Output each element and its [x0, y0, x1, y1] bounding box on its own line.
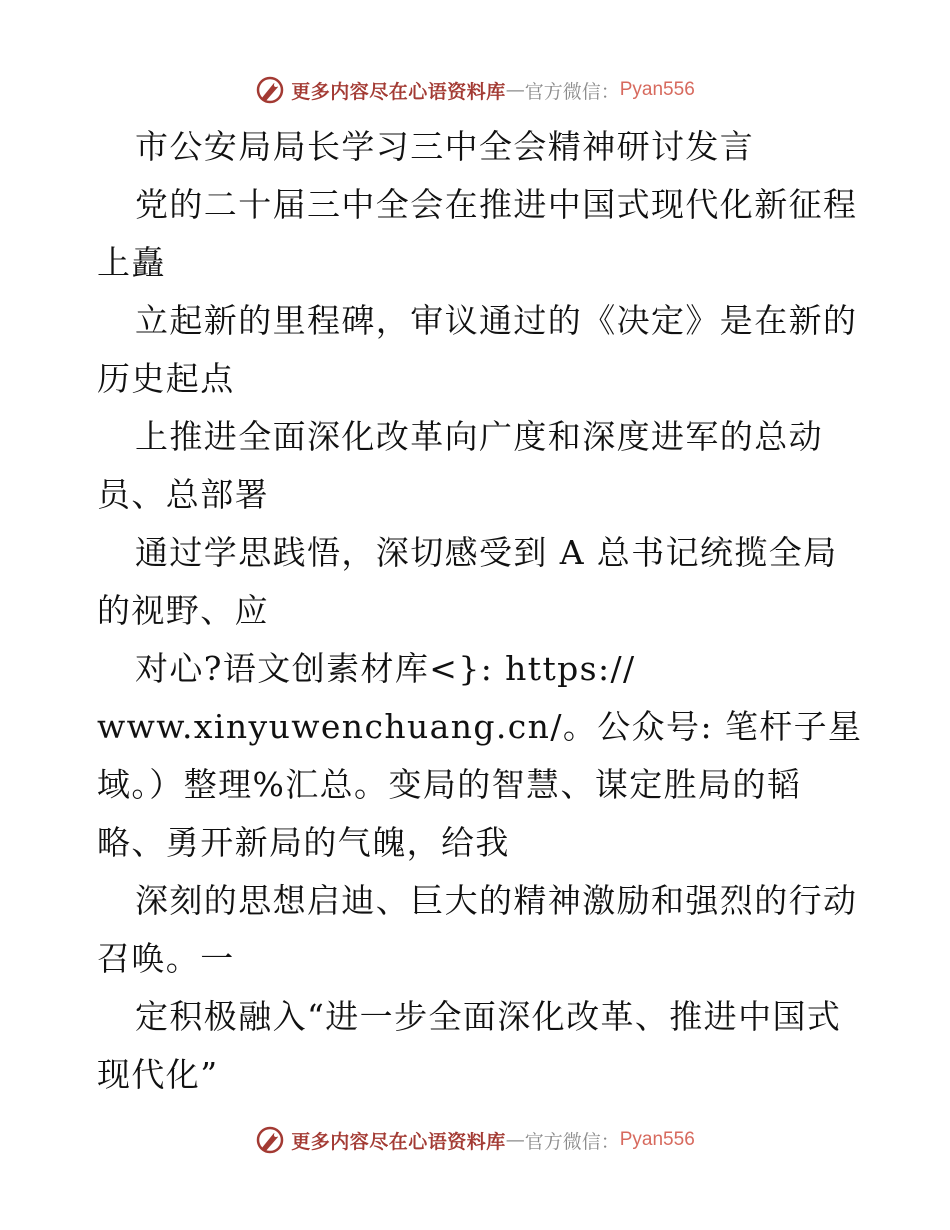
document-body — [97, 118, 867, 1104]
banner-separator: — — [505, 79, 525, 101]
text-line: 历史起点 — [97, 359, 235, 398]
text-line: 上推进全面深化改革向广度和深度进军的总动 — [135, 417, 823, 456]
text-line: 定积极融入“进一步全面深化改革、推进中国式 — [135, 997, 842, 1036]
text-line: 的视野、应 — [97, 591, 269, 630]
text-line: 党的二十届三中全会在推进中国式现代化新征程 — [135, 185, 858, 224]
banner-separator: — — [505, 1129, 525, 1151]
text-line: 略、勇开新局的气魄，给我 — [97, 823, 510, 862]
text-line: 现代化” — [97, 1055, 219, 1094]
document-title: 市公安局局长学习三中全会精神研讨发言 — [135, 127, 755, 166]
text-line: 召唤。一 — [97, 939, 235, 978]
banner-main-text: 更多内容尽在心语资料库 — [291, 1130, 506, 1153]
header-banner — [0, 70, 950, 110]
footer-banner — [0, 1120, 950, 1160]
text-line: 员、总部署 — [97, 475, 269, 514]
banner-wechat-id: Pyan556 — [619, 79, 695, 100]
pen-logo-icon — [255, 1125, 285, 1155]
text-line: 深刻的思想启迪、巨大的精神激励和强烈的行动 — [135, 881, 858, 920]
text-line: 对心?语文创素材库<}: https:// — [135, 649, 636, 688]
banner-main-text: 更多内容尽在心语资料库 — [291, 80, 506, 103]
pen-logo-icon — [255, 75, 285, 105]
banner-wechat-label: 官方微信： — [524, 80, 620, 103]
banner-wechat-id: Pyan556 — [619, 1129, 695, 1150]
text-line: 通过学思践悟，深切感受到 A 总书记统揽全局 — [135, 533, 838, 572]
text-line: 域。）整理%汇总。变局的智慧、谋定胜局的韬 — [97, 765, 802, 804]
text-line: 立起新的里程碑，审议通过的《决定》是在新的 — [135, 301, 858, 340]
text-line: 上矗 — [97, 243, 166, 282]
banner-wechat-label: 官方微信： — [524, 1130, 620, 1153]
text-line: www.xinyuwenchuang.cn/。公众号: 笔杆子星 — [97, 707, 863, 746]
